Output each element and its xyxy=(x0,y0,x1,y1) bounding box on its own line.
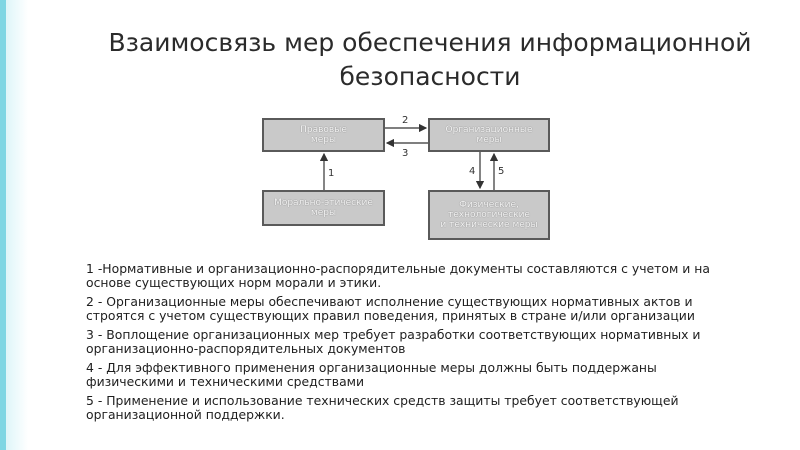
legal-measures-box xyxy=(262,118,385,152)
arrow-label-2: 2 xyxy=(402,115,409,126)
notes-list xyxy=(86,262,726,427)
arrow-label-4: 4 xyxy=(469,166,476,177)
note-1: 1 -Нормативные и организационно-распорядительные документы составляются с учетом и на основе существующих норм морали и этики. xyxy=(86,261,710,290)
arrow-label-3: 3 xyxy=(402,148,409,159)
slide-title: Взаимосвязь мер обеспечения информационной безопасности xyxy=(108,28,752,91)
accent-bar xyxy=(0,0,28,450)
legal-measures-label: Правовые меры xyxy=(300,125,347,145)
note-3: 3 - Воплощение организационных мер требует разработки соответствующих нормативных и организационно-распорядительных документов xyxy=(86,327,701,356)
note-5: 5 - Применение и использование технических средств защиты требует соответствующей организационной поддержки. xyxy=(86,393,679,422)
relationship-diagram xyxy=(262,112,552,242)
physical-technical-measures-label: Физические, технологические и технические меры xyxy=(440,200,538,230)
physical-technical-measures-box xyxy=(428,190,550,240)
note-4: 4 - Для эффективного применения организационные меры должны быть поддержаны физическими и техническими средствами xyxy=(86,360,657,389)
organizational-measures-box xyxy=(428,118,550,152)
arrow-label-5: 5 xyxy=(498,166,505,177)
moral-ethical-measures-box xyxy=(262,190,385,226)
note-2: 2 - Организационные меры обеспечивают исполнение существующих нормативных актов и строятся с учетом существующих правил поведения, принятых в стране и/или организации xyxy=(86,294,695,323)
organizational-measures-label: Организационные меры xyxy=(445,125,533,145)
moral-ethical-measures-label: Морально-этические меры xyxy=(274,198,373,218)
arrow-label-1: 1 xyxy=(328,168,335,179)
